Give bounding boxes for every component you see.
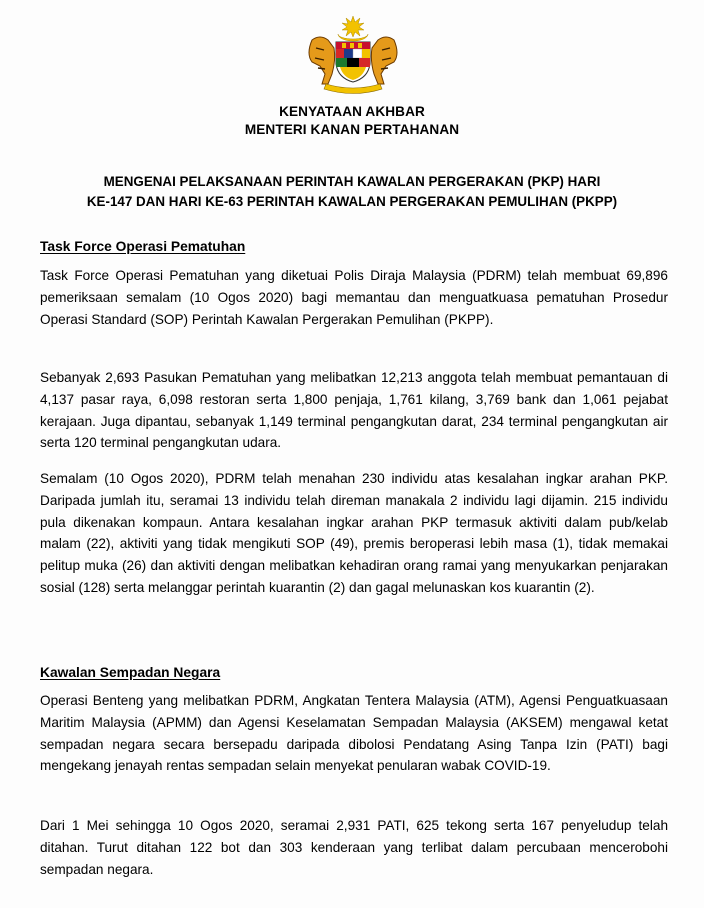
- document-title-line-2: KE-147 DAN HARI KE-63 PERINTAH KAWALAN PERGERAKAN PEMULIHAN (PKPP): [86, 194, 618, 209]
- paragraph-operasi-benteng: Operasi Benteng yang melibatkan PDRM, Angkatan Tentera Malaysia (ATM), Agensi Penguatkuasaan Maritim Malaysia (APMM) dan Agensi Keselamatan Sempadan Malaysia (AKSEM) mengawal ketat sempadan negara secara bersepadu daripada dibolosi Pendatang Asing Tanpa Izin (PATI) bagi mengekang jenayah rentas sempadan selain menyekat penularan wabak COVID-19.: [40, 693, 668, 774]
- section-heading-task-force: Task Force Operasi Pematuhan: [40, 239, 246, 254]
- motto-scroll-icon: [324, 84, 382, 94]
- paragraph-compliance-teams: Sebanyak 2,693 Pasukan Pematuhan yang melibatkan 12,213 anggota telah membuat pemantauan di 4,137 pasar raya, 6,098 restoran serta 1,800 penjaja, 1,761 kilang, 3,769 bank dan 1,061 pejabat kerajaan. Juga dipantau, sebanyak 1,149 terminal pengangkutan darat, 234 terminal pengangkutan air serta 120 terminal pengangkutan udara.: [40, 370, 668, 451]
- press-release-label: KENYATAAN AKHBAR: [279, 104, 425, 119]
- section-heading-border-control: Kawalan Sempadan Negara: [40, 665, 221, 680]
- shield-icon: [336, 42, 370, 82]
- right-tiger-icon: [371, 37, 397, 84]
- paragraph-inspections: Task Force Operasi Pematuhan yang diketuai Polis Diraja Malaysia (PDRM) telah membuat 69,896 pemeriksaan semalam (10 Ogos 2020) bagi memantau dan menguatkuasa pematuhan Prosedur Operasi Standard (SOP) Perintah Kawalan Pergerakan Pemulihan (PKPP).: [40, 268, 668, 327]
- paragraph-detentions: Dari 1 Mei sehingga 10 Ogos 2020, seramai 2,931 PATI, 625 tekong serta 167 penyeludup telah ditahan. Turut ditahan 122 bot dan 303 kenderaan yang terlibat dalam percubaan mencerobohi sempadan negara.: [40, 818, 668, 877]
- document-title-line-1: MENGENAI PELAKSANAAN PERINTAH KAWALAN PERGERAKAN (PKP) HARI: [103, 174, 601, 189]
- paragraph-arrests: Semalam (10 Ogos 2020), PDRM telah menahan 230 individu atas kesalahan ingkar arahan PKP. Daripada jumlah itu, seramai 13 individu telah direman manakala 2 individu lagi dijamin. 215 individu pula dikenakan kompaun. Antara kesalahan ingkar arahan PKP termasuk aktiviti dalam pub/kelab malam (22), aktiviti yang tidak mengikuti SOP (49), premis beroperasi lebih masa (1), tidak memakai pelitup muka (26) dan aktiviti dengan melibatkan kehadiran orang ramai yang menyukarkan penjarakan sosial (128) serta melanggar perintah kuarantin (2) dan gagal melunaskan kos kuarantin (2).: [40, 471, 668, 595]
- left-tiger-icon: [309, 37, 335, 84]
- ministry-name: MENTERI KANAN PERTAHANAN: [244, 122, 460, 137]
- federal-star-icon: [342, 16, 364, 37]
- coat-of-arms-icon: [302, 14, 404, 94]
